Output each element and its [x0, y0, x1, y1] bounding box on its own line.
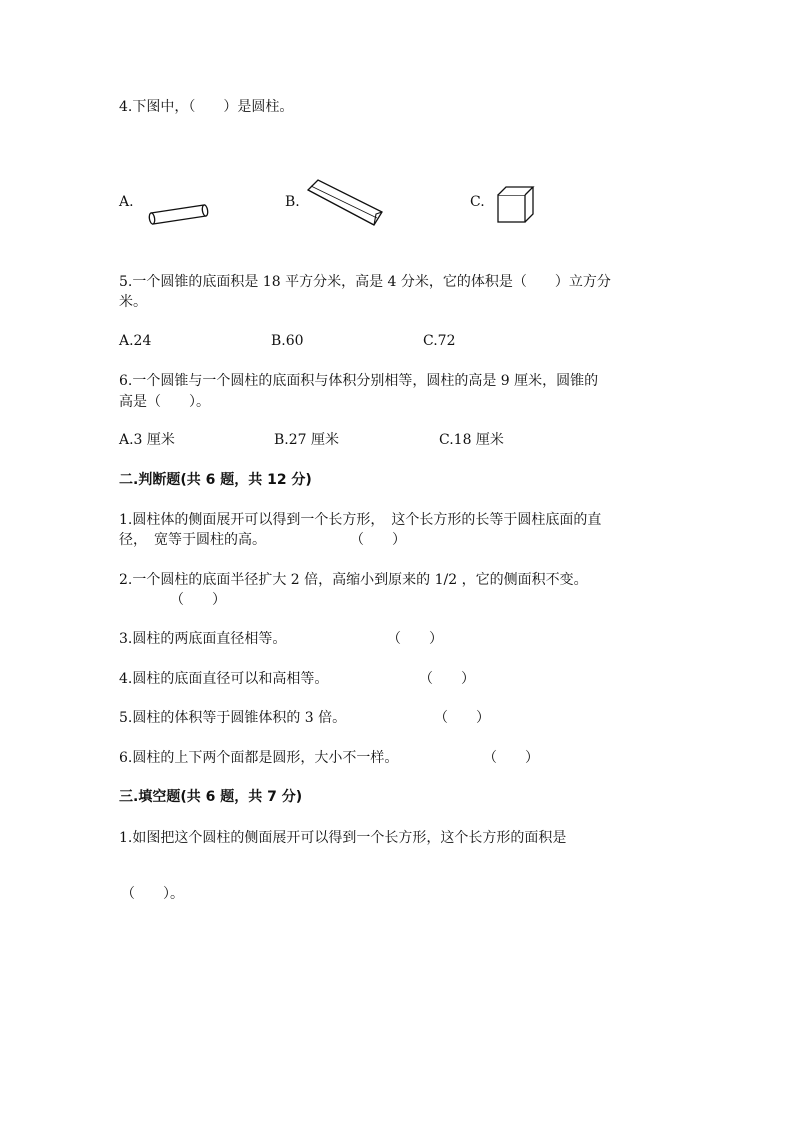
judge-6-blank[interactable]: （ ） [483, 750, 539, 766]
option-a-label: A. [119, 194, 134, 210]
cube-icon [496, 186, 536, 224]
question-5-option-a: A.24 [119, 333, 152, 349]
question-6-option-c: C.18 厘米 [439, 432, 504, 448]
question-5-stem-line2: 米。 [119, 294, 147, 310]
prism-bar-icon [306, 178, 384, 228]
question-4-stem: 4.下图中，（ ）是圆柱。 [119, 99, 294, 115]
judge-6-line1: 6.圆柱的上下两个面都是圆形，大小不一样。 [119, 750, 399, 766]
fill-1-blank[interactable]: （ ）。 [121, 886, 184, 902]
judge-1-line1: 1.圆柱体的侧面展开可以得到一个长方形， 这个长方形的长等于圆柱底面的直 [119, 512, 602, 528]
section-3-heading: 三.填空题(共 6 题，共 7 分) [119, 789, 303, 805]
question-6-option-a: A.3 厘米 [119, 432, 175, 448]
judge-2-blank[interactable]: （ ） [170, 592, 226, 608]
option-c-label: C. [470, 194, 485, 210]
judge-1-line2: 径， 宽等于圆柱的高。 [119, 532, 266, 548]
judge-1-blank[interactable]: （ ） [350, 532, 406, 548]
rod-icon [146, 203, 210, 225]
judge-5-line1: 5.圆柱的体积等于圆锥体积的 3 倍。 [119, 710, 347, 726]
judge-5-blank[interactable]: （ ） [434, 710, 490, 726]
question-6-option-b: B.27 厘米 [274, 432, 340, 448]
question-5-option-c: C.72 [423, 333, 456, 349]
question-5-option-b: B.60 [271, 333, 304, 349]
question-5-stem-line1: 5.一个圆锥的底面积是 18 平方分米，高是 4 分米，它的体积是（ ）立方分 [119, 274, 611, 290]
question-6-stem-line2: 高是（ ）。 [119, 394, 210, 410]
judge-3-line1: 3.圆柱的两底面直径相等。 [119, 631, 287, 647]
judge-4-line1: 4.圆柱的底面直径可以和高相等。 [119, 671, 329, 687]
judge-4-blank[interactable]: （ ） [419, 671, 475, 687]
question-6-stem-line1: 6.一个圆锥与一个圆柱的底面积与体积分别相等，圆柱的高是 9 厘米，圆锥的 [119, 373, 599, 389]
option-b-label: B. [285, 194, 300, 210]
section-2-heading: 二.判断题(共 6 题，共 12 分) [119, 472, 312, 488]
fill-1-line1: 1.如图把这个圆柱的侧面展开可以得到一个长方形，这个长方形的面积是 [119, 830, 567, 846]
judge-2-line1: 2.一个圆柱的底面半径扩大 2 倍，高缩小到原来的 1/2 ，它的侧面积不变。 [119, 572, 588, 588]
judge-3-blank[interactable]: （ ） [387, 631, 443, 647]
